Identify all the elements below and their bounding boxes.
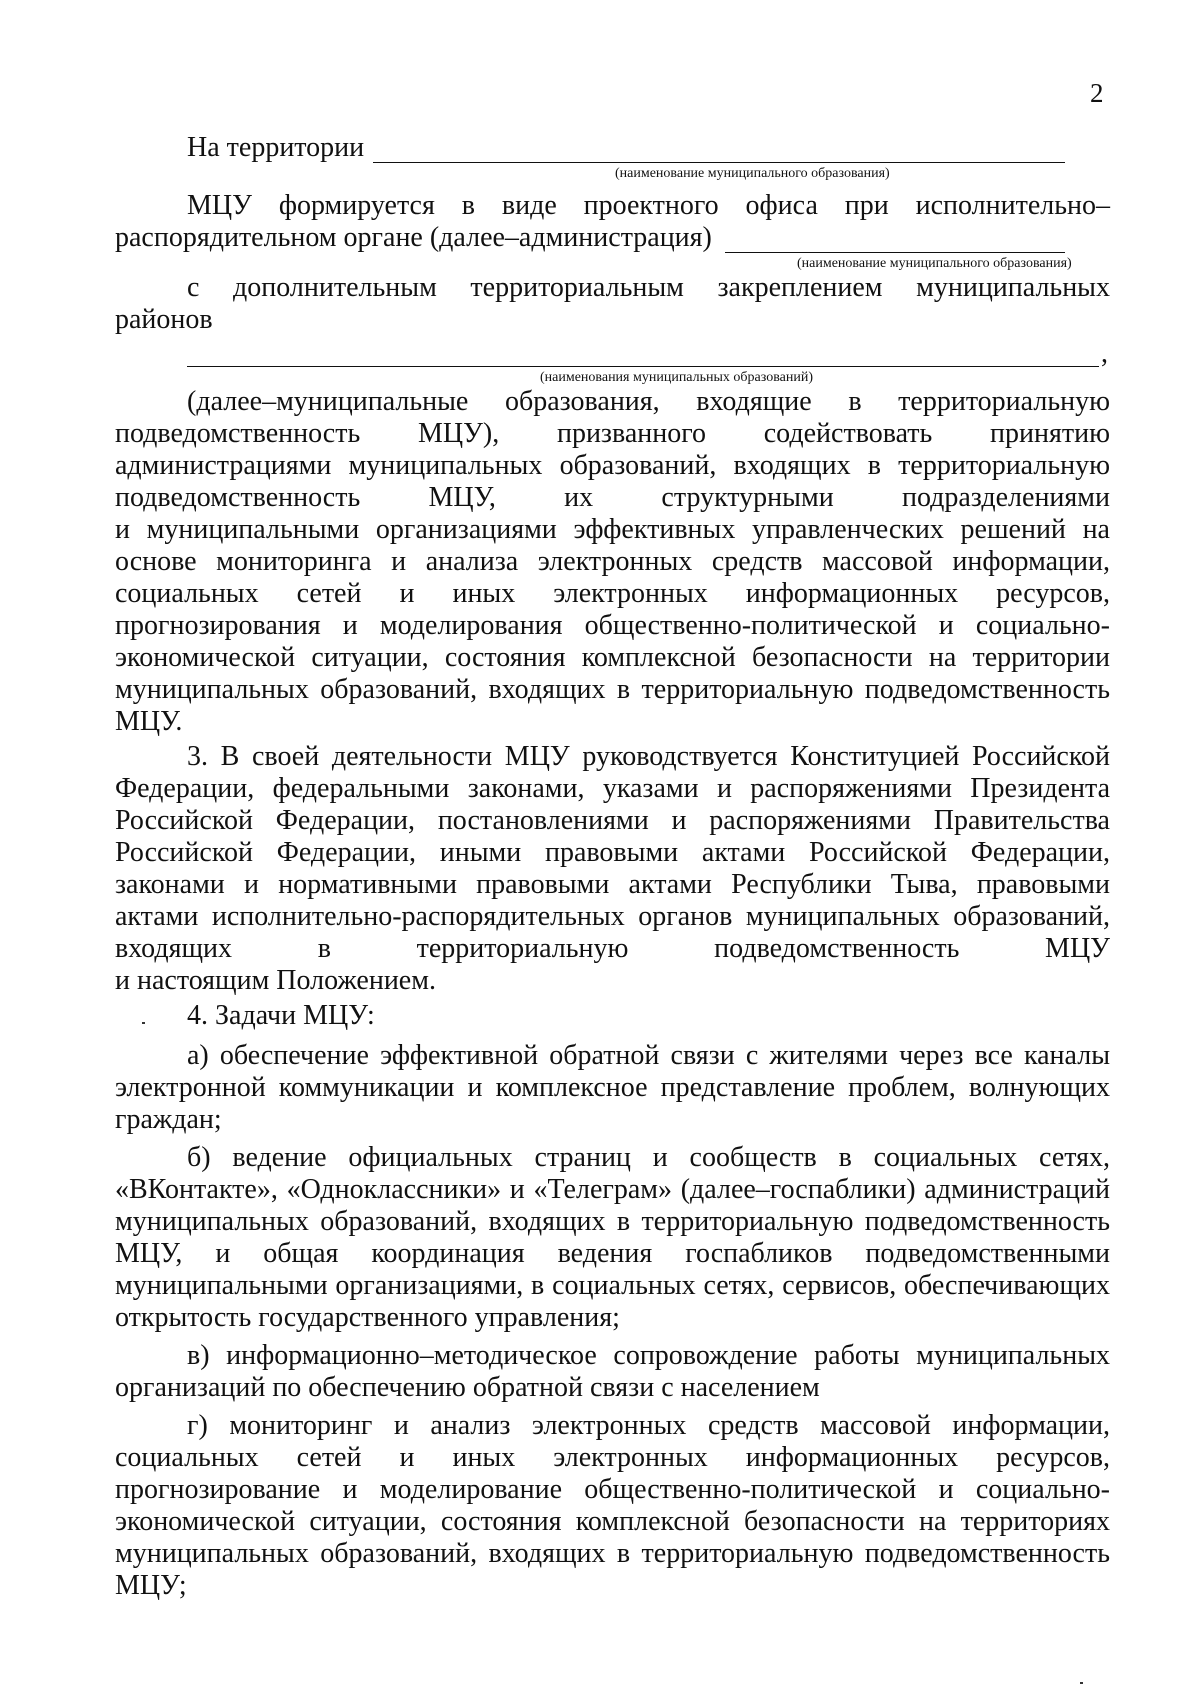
item-b-line: муниципальными организациями, в социальных сетях, сервисов, обеспечивающих xyxy=(115,1270,1110,1301)
item-b-line: «ВКонтакте», «Одноклассники» и «Телеграм» (далее–госпаблики) администраций xyxy=(115,1174,1110,1205)
p3-line: 3. В своей деятельности МЦУ руководствуется Конституцией Российской xyxy=(187,741,1110,772)
p3-line: актами исполнительно-распорядительных органов муниципальных образований, xyxy=(115,901,1110,932)
item-a-line: электронной коммуникации и комплексное представление проблем, волнующих xyxy=(115,1072,1110,1103)
intro-line-2: МЦУ формируется в виде проектного офиса при исполнительно– xyxy=(187,190,1110,221)
item-v-line: организаций по обеспечению обратной связи с населением xyxy=(115,1372,820,1403)
p1-line: подведомственность МЦУ, их структурными подразделениями xyxy=(115,482,1110,513)
p1-line: администрациями муниципальных образований, входящих в территориальную xyxy=(115,450,1110,481)
p3-line: Российской Федерации, иными правовыми актами Российской Федерации, xyxy=(115,837,1110,868)
districts-comma: , xyxy=(1101,338,1108,369)
item-g-line: муниципальных образований, входящих в территориальную подведомственность xyxy=(115,1538,1110,1569)
item-g-line: МЦУ; xyxy=(115,1570,187,1601)
item-a-line: граждан; xyxy=(115,1104,222,1135)
page-number: 2 xyxy=(1090,78,1104,108)
item-g-line: прогнозирование и моделирование общественно-политической и социально- xyxy=(115,1474,1110,1505)
territory-caption: (наименование муниципального образования) xyxy=(615,166,890,181)
scan-speck xyxy=(1080,1682,1083,1684)
item-a-line: а) обеспечение эффективной обратной связи с жителями через все каналы xyxy=(187,1040,1110,1071)
item-b-line: открытость государственного управления; xyxy=(115,1302,620,1333)
p1-line: муниципальных образований, входящих в территориальную подведомственность xyxy=(115,674,1110,705)
intro-line-4: с дополнительным территориальным закреплением муниципальных xyxy=(187,272,1110,303)
admin-blank-line xyxy=(725,252,1065,253)
item-b-line: муниципальных образований, входящих в территориальную подведомственность xyxy=(115,1206,1110,1237)
p1-line: МЦУ. xyxy=(115,706,183,737)
p1-line: основе мониторинга и анализа электронных средств массовой информации, xyxy=(115,546,1110,577)
territory-blank-line xyxy=(373,162,1065,163)
p1-line: подведомственность МЦУ), призванного содействовать принятию xyxy=(115,418,1110,449)
p3-line: Федерации, федеральными законами, указами и распоряжениями Президента xyxy=(115,773,1110,804)
p1-line: прогнозирования и моделирования общественно-политической и социально- xyxy=(115,610,1110,641)
item-b-line: б) ведение официальных страниц и сообществ в социальных сетях, xyxy=(187,1142,1110,1173)
p1-line: экономической ситуации, состояния комплексной безопасности на территории xyxy=(115,642,1110,673)
districts-blank-line xyxy=(187,366,1099,367)
p3-line: входящих в территориальную подведомственность МЦУ xyxy=(115,933,1110,964)
p1-line: социальных сетей и иных электронных информационных ресурсов, xyxy=(115,578,1110,609)
item-g-line: социальных сетей и иных электронных информационных ресурсов, xyxy=(115,1442,1110,1473)
territory-label: На территории xyxy=(187,132,365,163)
scan-speck xyxy=(142,1022,145,1024)
intro-line-3: распорядительном органе (далее–администрация) xyxy=(115,222,712,253)
districts-caption: (наименования муниципальных образований) xyxy=(540,370,813,385)
item-b-line: МЦУ, и общая координация ведения госпабликов подведомственными xyxy=(115,1238,1110,1269)
item-g-line: экономической ситуации, состояния комплексной безопасности на территориях xyxy=(115,1506,1110,1537)
p3-line: законами и нормативными правовыми актами Республики Тыва, правовыми xyxy=(115,869,1110,900)
item-v-line: в) информационно–методическое сопровождение работы муниципальных xyxy=(187,1340,1110,1371)
p3-line: Российской Федерации, постановлениями и распоряжениями Правительства xyxy=(115,805,1110,836)
intro-line-5: районов xyxy=(115,304,213,335)
p3-line: и настоящим Положением. xyxy=(115,965,436,996)
item-g-line: г) мониторинг и анализ электронных средств массовой информации, xyxy=(187,1410,1110,1441)
p1-line: (далее–муниципальные образования, входящие в территориальную xyxy=(187,386,1110,417)
tasks-heading: 4. Задачи МЦУ: xyxy=(187,1000,375,1031)
p1-line: и муниципальными организациями эффективных управленческих решений на xyxy=(115,514,1110,545)
admin-caption: (наименование муниципального образования) xyxy=(797,256,1072,271)
